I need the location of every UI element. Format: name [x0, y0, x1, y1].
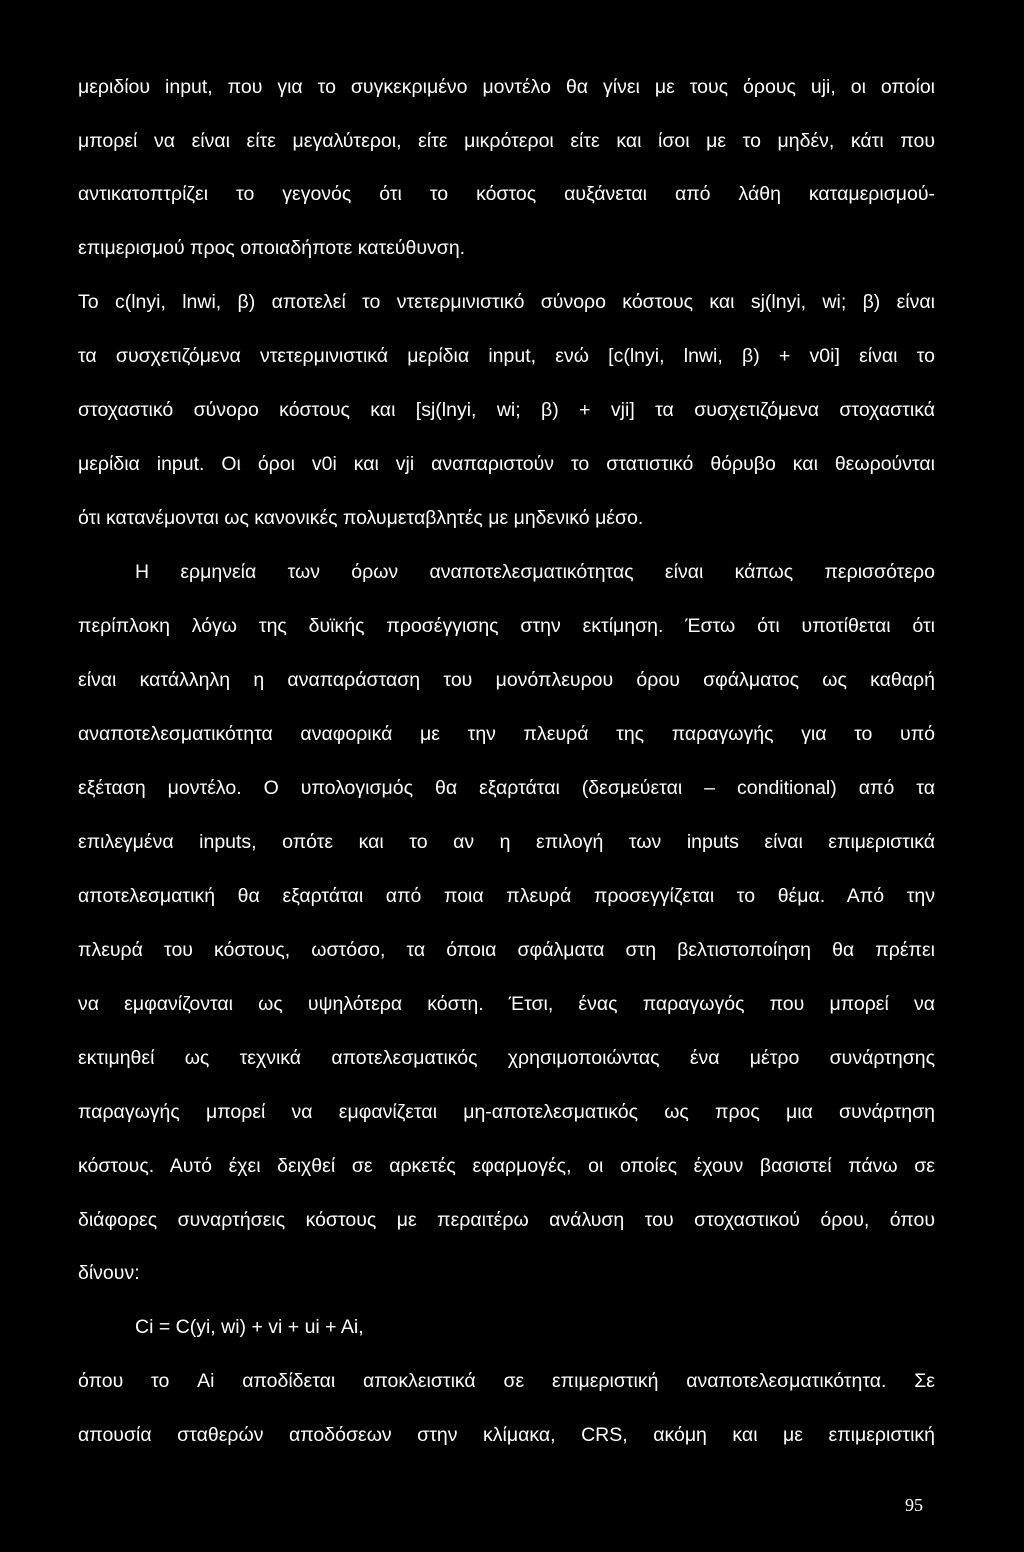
text-line-1: μεριδίου input, που για το συγκεκριμένο μοντέλο θα γίνει με τους όρους uji, οι οποίοι — [78, 76, 935, 98]
text-line-14: εξέταση μοντέλο. Ο υπολογισμός θα εξαρτάται (δεσμεύεται – conditional) από τα — [78, 777, 935, 799]
page-number: 95 — [905, 1495, 923, 1515]
text-line-8: μερίδια input. Οι όροι v0i και vji αναπαριστούν το στατιστικό θόρυβο και θεωρούνται — [78, 453, 935, 475]
text-line-13: αναποτελεσματικότητα αναφορικά με την πλευρά της παραγωγής για το υπό — [78, 723, 935, 745]
text-line-12: είναι κατάλληλη η αναπαράσταση του μονόπλευρου όρου σφάλματος ως καθαρή — [78, 669, 935, 691]
text-line-3: αντικατοπτρίζει το γεγονός ότι το κόστος αυξάνεται από λάθη καταμερισμού- — [78, 183, 935, 205]
text-line-19: εκτιμηθεί ως τεχνικά αποτελεσματικός χρησιμοποιώντας ένα μέτρο συνάρτησης — [78, 1047, 935, 1069]
text-line-7: στοχαστικό σύνορο κόστους και [sj(lnyi, wi; β) + vji] τα συσχετιζόμενα στοχαστικά — [78, 399, 935, 421]
text-line-15: επιλεγμένα inputs, οπότε και το αν η επιλογή των inputs είναι επιμεριστικά — [78, 831, 935, 853]
text-line-22: διάφορες συναρτήσεις κόστους με περαιτέρω ανάλυση του στοχαστικού όρου, όπου — [78, 1209, 935, 1231]
text-line-4: επιμερισμού προς οποιαδήποτε κατεύθυνση. — [78, 237, 466, 259]
text-line-9: ότι κατανέμονται ως κανονικές πολυμεταβλητές με μηδενικό μέσο. — [78, 507, 644, 529]
text-line-20: παραγωγής μπορεί να εμφανίζεται μη-αποτελεσματικός ως προς μια συνάρτηση — [78, 1101, 935, 1123]
text-line-16: αποτελεσματική θα εξαρτάται από ποια πλευρά προσεγγίζεται το θέμα. Από την — [78, 885, 935, 907]
text-line-18: να εμφανίζονται ως υψηλότερα κόστη. Έτσι, ένας παραγωγός που μπορεί να — [78, 993, 935, 1015]
text-line-6: τα συσχετιζόμενα ντετερμινιστικά μερίδια input, ενώ [c(lnyi, lnwi, β) + v0i] είναι το — [78, 345, 935, 367]
text-line-11: περίπλοκη λόγω της δυϊκής προσέγγισης στην εκτίμηση. Έστω ότι υποτίθεται ότι — [78, 615, 935, 637]
text-line-10: Η ερμηνεία των όρων αναποτελεσματικότητας είναι κάπως περισσότερο — [135, 561, 935, 583]
text-line-21: κόστους. Αυτό έχει δειχθεί σε αρκετές εφαρμογές, οι οποίες έχουν βασιστεί πάνω σε — [78, 1155, 935, 1177]
equation: Ci = C(yi, wi) + vi + ui + Ai, — [135, 1316, 364, 1338]
text-line-17: πλευρά του κόστους, ωστόσο, τα όποια σφάλματα στη βελτιστοποίηση θα πρέπει — [78, 939, 935, 961]
text-line-24: όπου το Ai αποδίδεται αποκλειστικά σε επιμεριστική αναποτελεσματικότητα. Σε — [78, 1370, 935, 1392]
text-line-23: δίνουν: — [78, 1262, 140, 1284]
text-line-5: Το c(lnyi, lnwi, β) αποτελεί το ντετερμινιστικό σύνορο κόστους και sj(lnyi, wi; β) είναι — [78, 291, 935, 313]
text-line-25: απουσία σταθερών αποδόσεων στην κλίμακα, CRS, ακόμη και με επιμεριστική — [78, 1424, 935, 1446]
text-line-2: μπορεί να είναι είτε μεγαλύτεροι, είτε μικρότεροι είτε και ίσοι με το μηδέν, κάτι που — [78, 130, 935, 152]
